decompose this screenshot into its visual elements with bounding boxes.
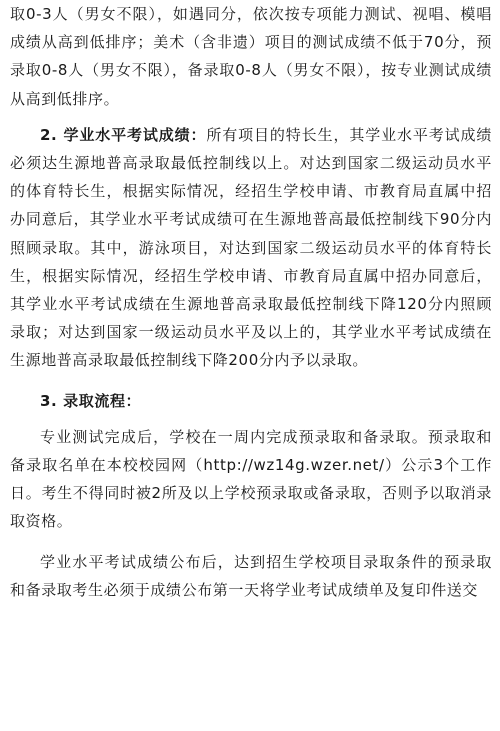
section-academic-score-title: 2. 学业水平考试成绩： xyxy=(40,125,207,144)
paragraph-score-submission: 学业水平考试成绩公布后，达到招生学校项目录取条件的预录取和备录取考生必须于成绩公布第一天将学业考试成绩单及复印件送交 xyxy=(10,552,492,599)
section-academic-score-body: 所有项目的特长生，其学业水平考试成绩必须达生源地普高录取最低控制线以上。对达到国家二级运动员水平的体育特长生，根据实际情况，经招生学校申请、市教育局直属中招办同意后，其学业水平考试成绩可在生源地普高最低控制线下90分内照顾录取。其中，游泳项目，对达到国家二级运动员水平的体育特长生，根据实际情况，经招生学校申请、市教育局直属中招办同意后，其学业水平考试成绩在生源地普高录取最低控制线下降120分内照顾录取；对达到国家一级运动员水平及以上的，其学业水平考试成绩在生源地普高录取最低控制线下降200分内予以录取。 xyxy=(10,125,492,370)
section-admission-process-title: 3. 录取流程： xyxy=(40,391,142,410)
paragraph-pre-admission: 专业测试完成后，学校在一周内完成预录取和备录取。预录取和备录取名单在本校校园网（http://wz14g.wzer.net/）公示3个工作日。考生不得同时被2所及以上学校预录取或备录取，否则予以取消录取资格。 xyxy=(10,427,492,531)
paragraph-admission-quota: 取0-3人（男女不限），如遇同分，依次按专项能力测试、视唱、模唱成绩从高到低排序；美术（含非遗）项目的测试成绩不低于70分，预录取0-8人（男女不限），备录取0-8人（男女不限），按专业测试成绩从高到低排序。 xyxy=(10,5,492,108)
section-admission-process xyxy=(10,387,492,415)
section-academic-score xyxy=(10,121,492,375)
